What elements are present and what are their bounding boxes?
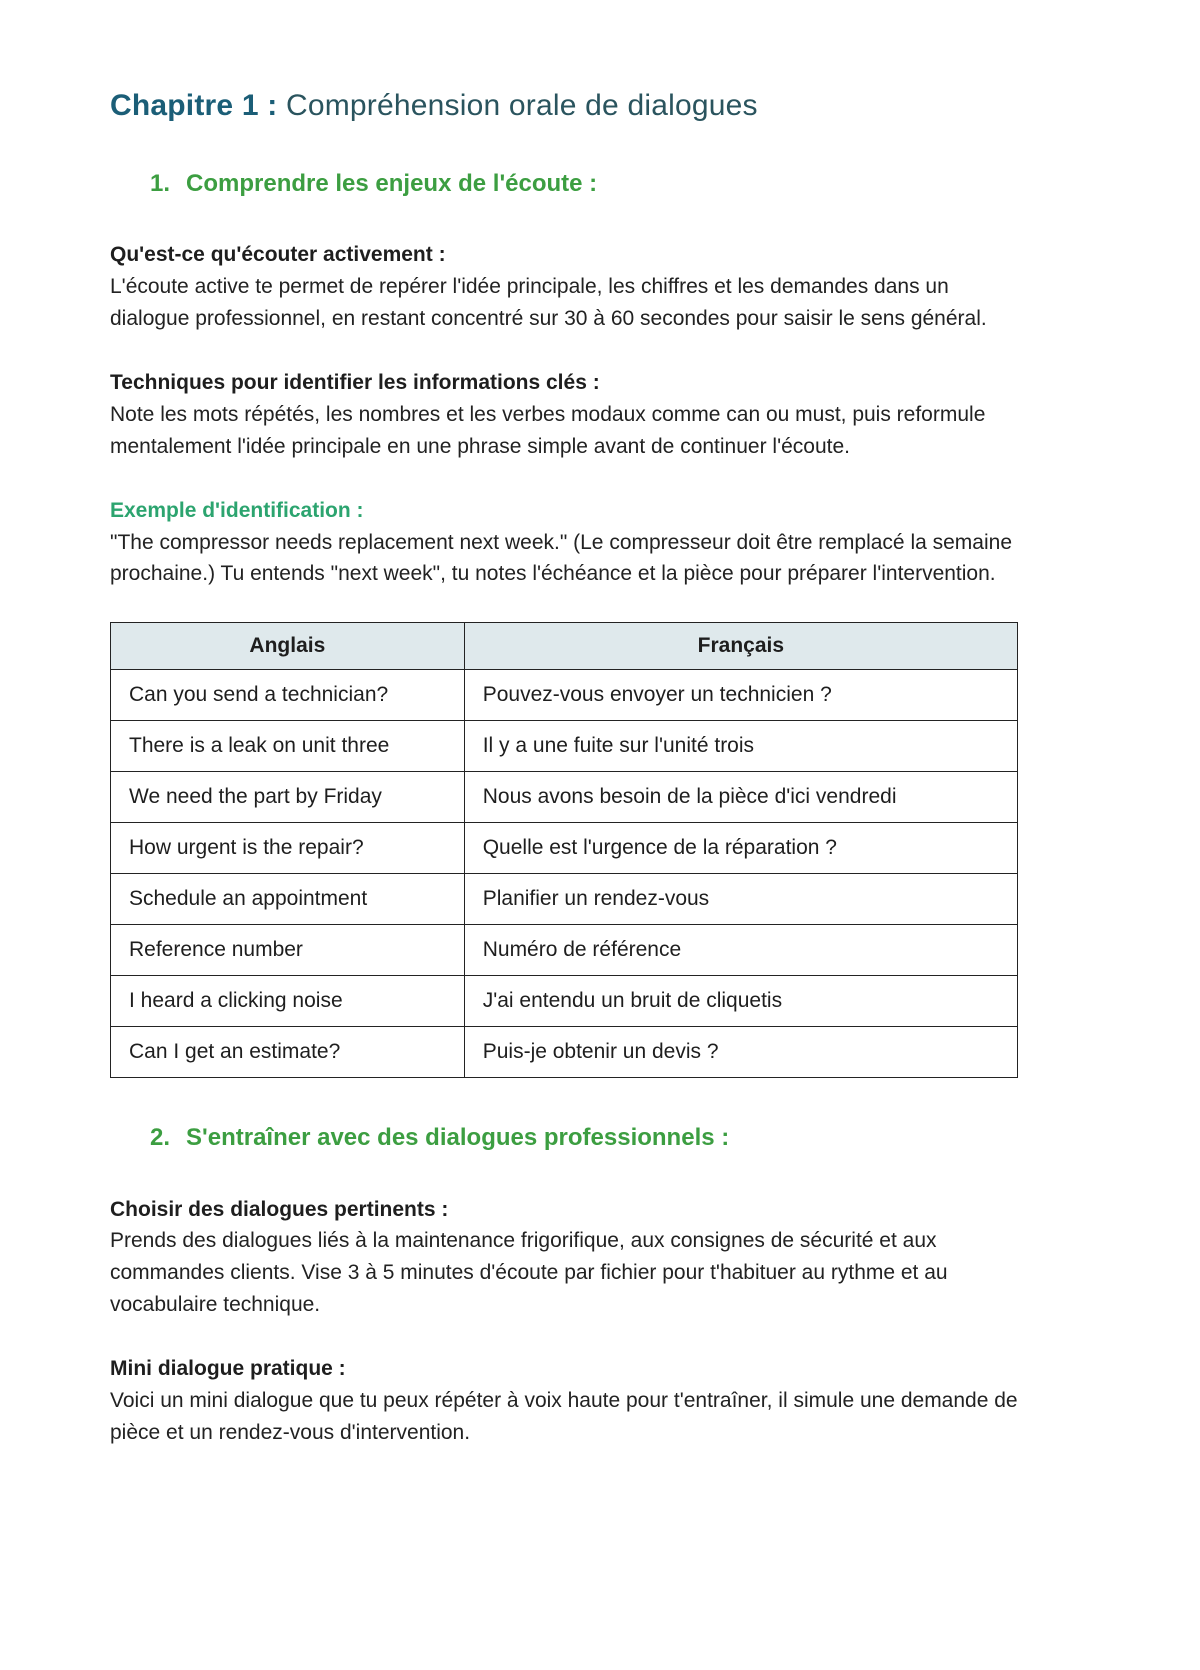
- page-title: [110, 88, 1018, 124]
- chapter-title-text: Compréhension orale de dialogues: [285, 89, 758, 122]
- table-row: [111, 1027, 1018, 1078]
- table-header-anglais: Anglais: [111, 623, 465, 670]
- cell-en: How urgent is the repair?: [111, 823, 465, 874]
- cell-en: I heard a clicking noise: [111, 976, 465, 1027]
- table-row: [111, 823, 1018, 874]
- cell-fr: Il y a une fuite sur l'unité trois: [464, 721, 1017, 772]
- table-row: [111, 670, 1018, 721]
- subheading-mini-dialogue: Mini dialogue pratique :: [110, 1357, 346, 1381]
- cell-en: Can I get an estimate?: [111, 1027, 465, 1078]
- table-row: [111, 874, 1018, 925]
- cell-en: We need the part by Friday: [111, 772, 465, 823]
- cell-en: Schedule an appointment: [111, 874, 465, 925]
- cell-fr: J'ai entendu un bruit de cliquetis: [464, 976, 1017, 1027]
- block-active-listening: [110, 239, 1018, 335]
- subheading-active-listening: Qu'est-ce qu'écouter activement :: [110, 243, 446, 267]
- cell-fr: Numéro de référence: [464, 925, 1017, 976]
- cell-fr: Puis-je obtenir un devis ?: [464, 1027, 1017, 1078]
- cell-fr: Planifier un rendez-vous: [464, 874, 1017, 925]
- subheading-key-info-techniques: Techniques pour identifier les informations clés :: [110, 370, 600, 394]
- block-key-info-techniques: [110, 367, 1018, 463]
- section-2-title: S'entraîner avec des dialogues professionnels :: [186, 1124, 730, 1152]
- table-row: [111, 925, 1018, 976]
- paragraph-key-info-techniques: Note les mots répétés, les nombres et les verbes modaux comme can ou must, puis reformule mentalement l'idée principale en une phrase simple avant de continuer l'écoute.: [110, 402, 986, 458]
- section-1-number: 1.: [150, 170, 171, 197]
- subheading-choose-dialogues: Choisir des dialogues pertinents :: [110, 1197, 449, 1221]
- cell-en: There is a leak on unit three: [111, 721, 465, 772]
- cell-en: Can you send a technician?: [111, 670, 465, 721]
- paragraph-mini-dialogue: Voici un mini dialogue que tu peux répéter à voix haute pour t'entraîner, il simule une demande de pièce et un rendez-vous d'intervention.: [110, 1389, 1018, 1444]
- paragraph-active-listening: L'écoute active te permet de repérer l'idée principale, les chiffres et les demandes dans un dialogue professionnel, en restant concentré sur 30 à 60 secondes pour saisir le sens général.: [110, 275, 987, 330]
- block-choose-dialogues: [110, 1194, 1018, 1322]
- cell-en: Reference number: [111, 925, 465, 976]
- cell-fr: Pouvez-vous envoyer un technicien ?: [464, 670, 1017, 721]
- chapter-label: Chapitre 1 :: [110, 89, 278, 122]
- paragraph-choose-dialogues: Prends des dialogues liés à la maintenance frigorifique, aux consignes de sécurité et aux commandes clients. Vise 3 à 5 minutes d'écoute par fichier pour t'habituer au rythme et au vocabulaire technique.: [110, 1229, 948, 1317]
- table-header-francais: Français: [464, 623, 1017, 670]
- block-mini-dialogue: [110, 1353, 1018, 1449]
- block-identification-example: [110, 495, 1018, 591]
- table-row: [111, 976, 1018, 1027]
- table-header-row: [111, 623, 1018, 670]
- section-2-number: 2.: [150, 1124, 171, 1152]
- subheading-identification-example: Exemple d'identification :: [110, 498, 364, 522]
- translation-table: [110, 622, 1018, 1078]
- section-2-heading: [110, 1122, 1018, 1153]
- cell-fr: Quelle est l'urgence de la réparation ?: [464, 823, 1017, 874]
- section-1-heading: [110, 168, 1018, 199]
- table-row: [111, 721, 1018, 772]
- table-row: [111, 772, 1018, 823]
- section-1-title: Comprendre les enjeux de l'écoute :: [186, 170, 598, 197]
- cell-fr: Nous avons besoin de la pièce d'ici vendredi: [464, 772, 1017, 823]
- paragraph-identification-example: "The compressor needs replacement next week." (Le compresseur doit être remplacé la semaine prochaine.) Tu entends "next week", tu notes l'échéance et la pièce pour préparer l'intervention.: [110, 530, 1012, 586]
